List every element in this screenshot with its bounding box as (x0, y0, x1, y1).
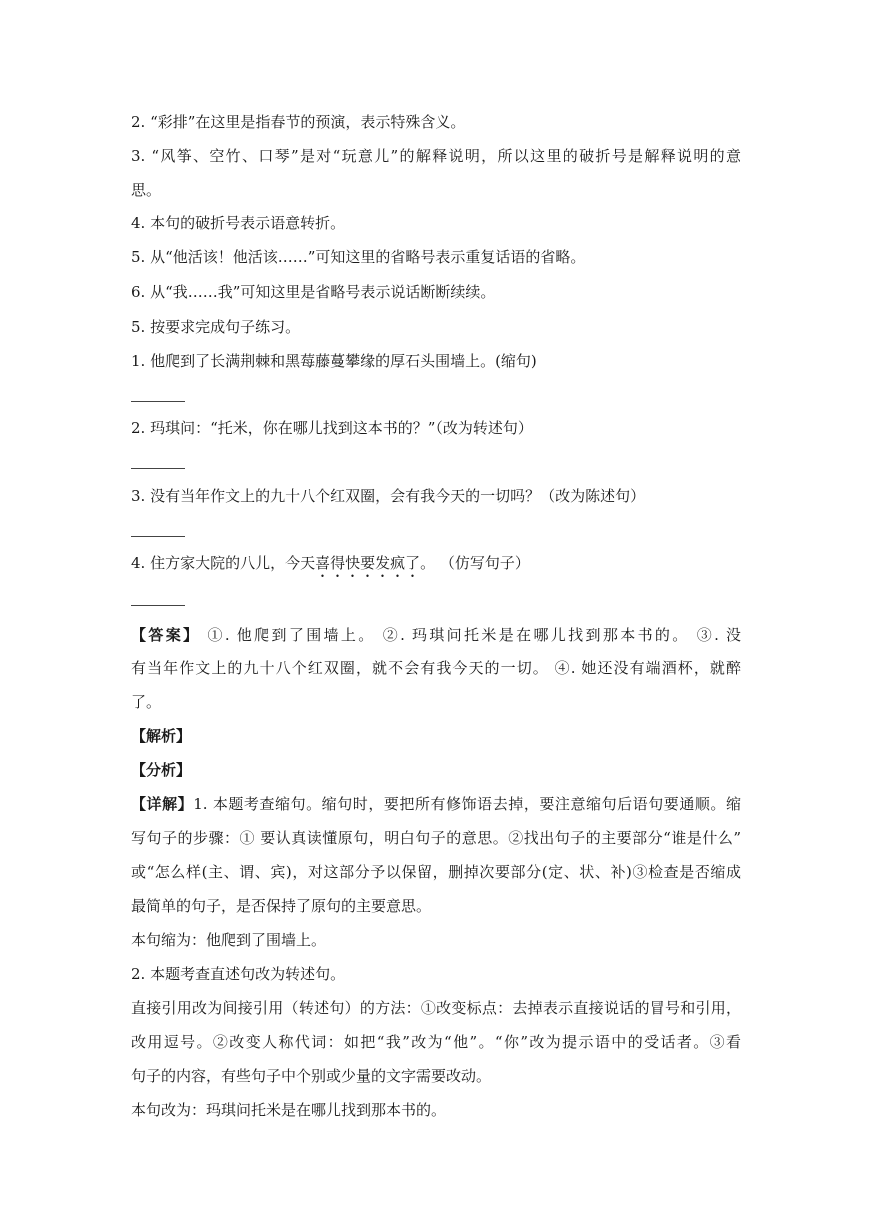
answer-text: ①. 他爬到了围墙上。 ②. 玛琪问托米是在哪儿找到那本书的。 ③. 没 (200, 626, 741, 644)
text-line: 了。 (131, 693, 162, 711)
answer-blank (131, 605, 185, 606)
text-line: 思。 (131, 181, 162, 199)
analysis-tag: 【解析】 (131, 727, 192, 745)
text-line: 5. 从“他活该！他活该……”可知这里的省略号表示重复话语的省略。 (131, 248, 586, 266)
text-line: 句子的内容，有些句子中个别或少量的文字需要改动。 (131, 1067, 492, 1085)
emphasized-text: 喜得快要发疯了 (315, 554, 421, 572)
text-line: 最简单的句子，是否保持了原句的主要意思。 (131, 897, 432, 915)
text-line: 有当年作文上的九十八个红双圈，就不会有我今天的一切。 ④. 她还没有端酒杯，就醉 (131, 659, 741, 677)
text-line: 6. 从“我……我”可知这里是省略号表示说话断断续续。 (131, 283, 496, 301)
question-heading: 5. 按要求完成句子练习。 (131, 318, 301, 336)
detail-text: 1. 本题考查缩句。缩句时，要把所有修饰语去掉，要注意缩句后语句要通顺。缩 (193, 795, 741, 813)
text-line: 直接引用改为间接引用（转述句）的方法：①改变标点：去掉表示直接说话的冒号和引用， (131, 999, 741, 1017)
detail-line (131, 794, 741, 814)
answer-blank (131, 536, 185, 537)
exercise-text: 。 （仿写句子） (420, 554, 530, 572)
text-line: 本句缩为：他爬到了围墙上。 (131, 931, 327, 949)
text-line: 写句子的步骤：① 要认真读懂原句，明白句子的意思。②找出句子的主要部分“谁是什么” (131, 829, 741, 847)
text-line: 或“怎么样(主、谓、宾)，对这部分予以保留，删掉次要部分(定、状、补)③检查是否缩成 (131, 863, 741, 881)
text-line: 2. “彩排”在这里是指春节的预演，表示特殊含义。 (131, 113, 466, 131)
analysis-subtag: 【分析】 (131, 761, 192, 779)
answer-blank (131, 401, 185, 402)
exercise-item: 2. 玛琪问：“托米，你在哪儿找到这本书的？”（改为转述句） (131, 419, 533, 437)
exercise-item (131, 553, 741, 581)
text-line: 3. “风筝、空竹、口琴”是对“玩意儿”的解释说明，所以这里的破折号是解释说明的意 (131, 147, 741, 165)
text-line: 4. 本句的破折号表示语意转折。 (131, 214, 346, 232)
answer-tag: 【答案】 (131, 626, 201, 644)
text-line: 本句改为：玛琪问托米是在哪儿找到那本书的。 (131, 1101, 447, 1119)
exercise-item: 3. 没有当年作文上的九十八个红双圈，会有我今天的一切吗？（改为陈述句） (131, 487, 646, 505)
answer-line (131, 625, 741, 645)
answer-blank (131, 468, 185, 469)
exercise-item: 1. 他爬到了长满荆棘和黑莓藤蔓攀缘的厚石头围墙上。(缩句) (131, 352, 537, 370)
text-line: 改用逗号。②改变人称代词：如把“我”改为“他”。“你”改为提示语中的受话者。③看 (131, 1033, 741, 1051)
text-line: 2. 本题考查直述句改为转述句。 (131, 965, 346, 983)
detail-tag: 【详解】 (131, 795, 194, 813)
exercise-text: 4. 住方家大院的八儿，今天 (131, 554, 316, 572)
